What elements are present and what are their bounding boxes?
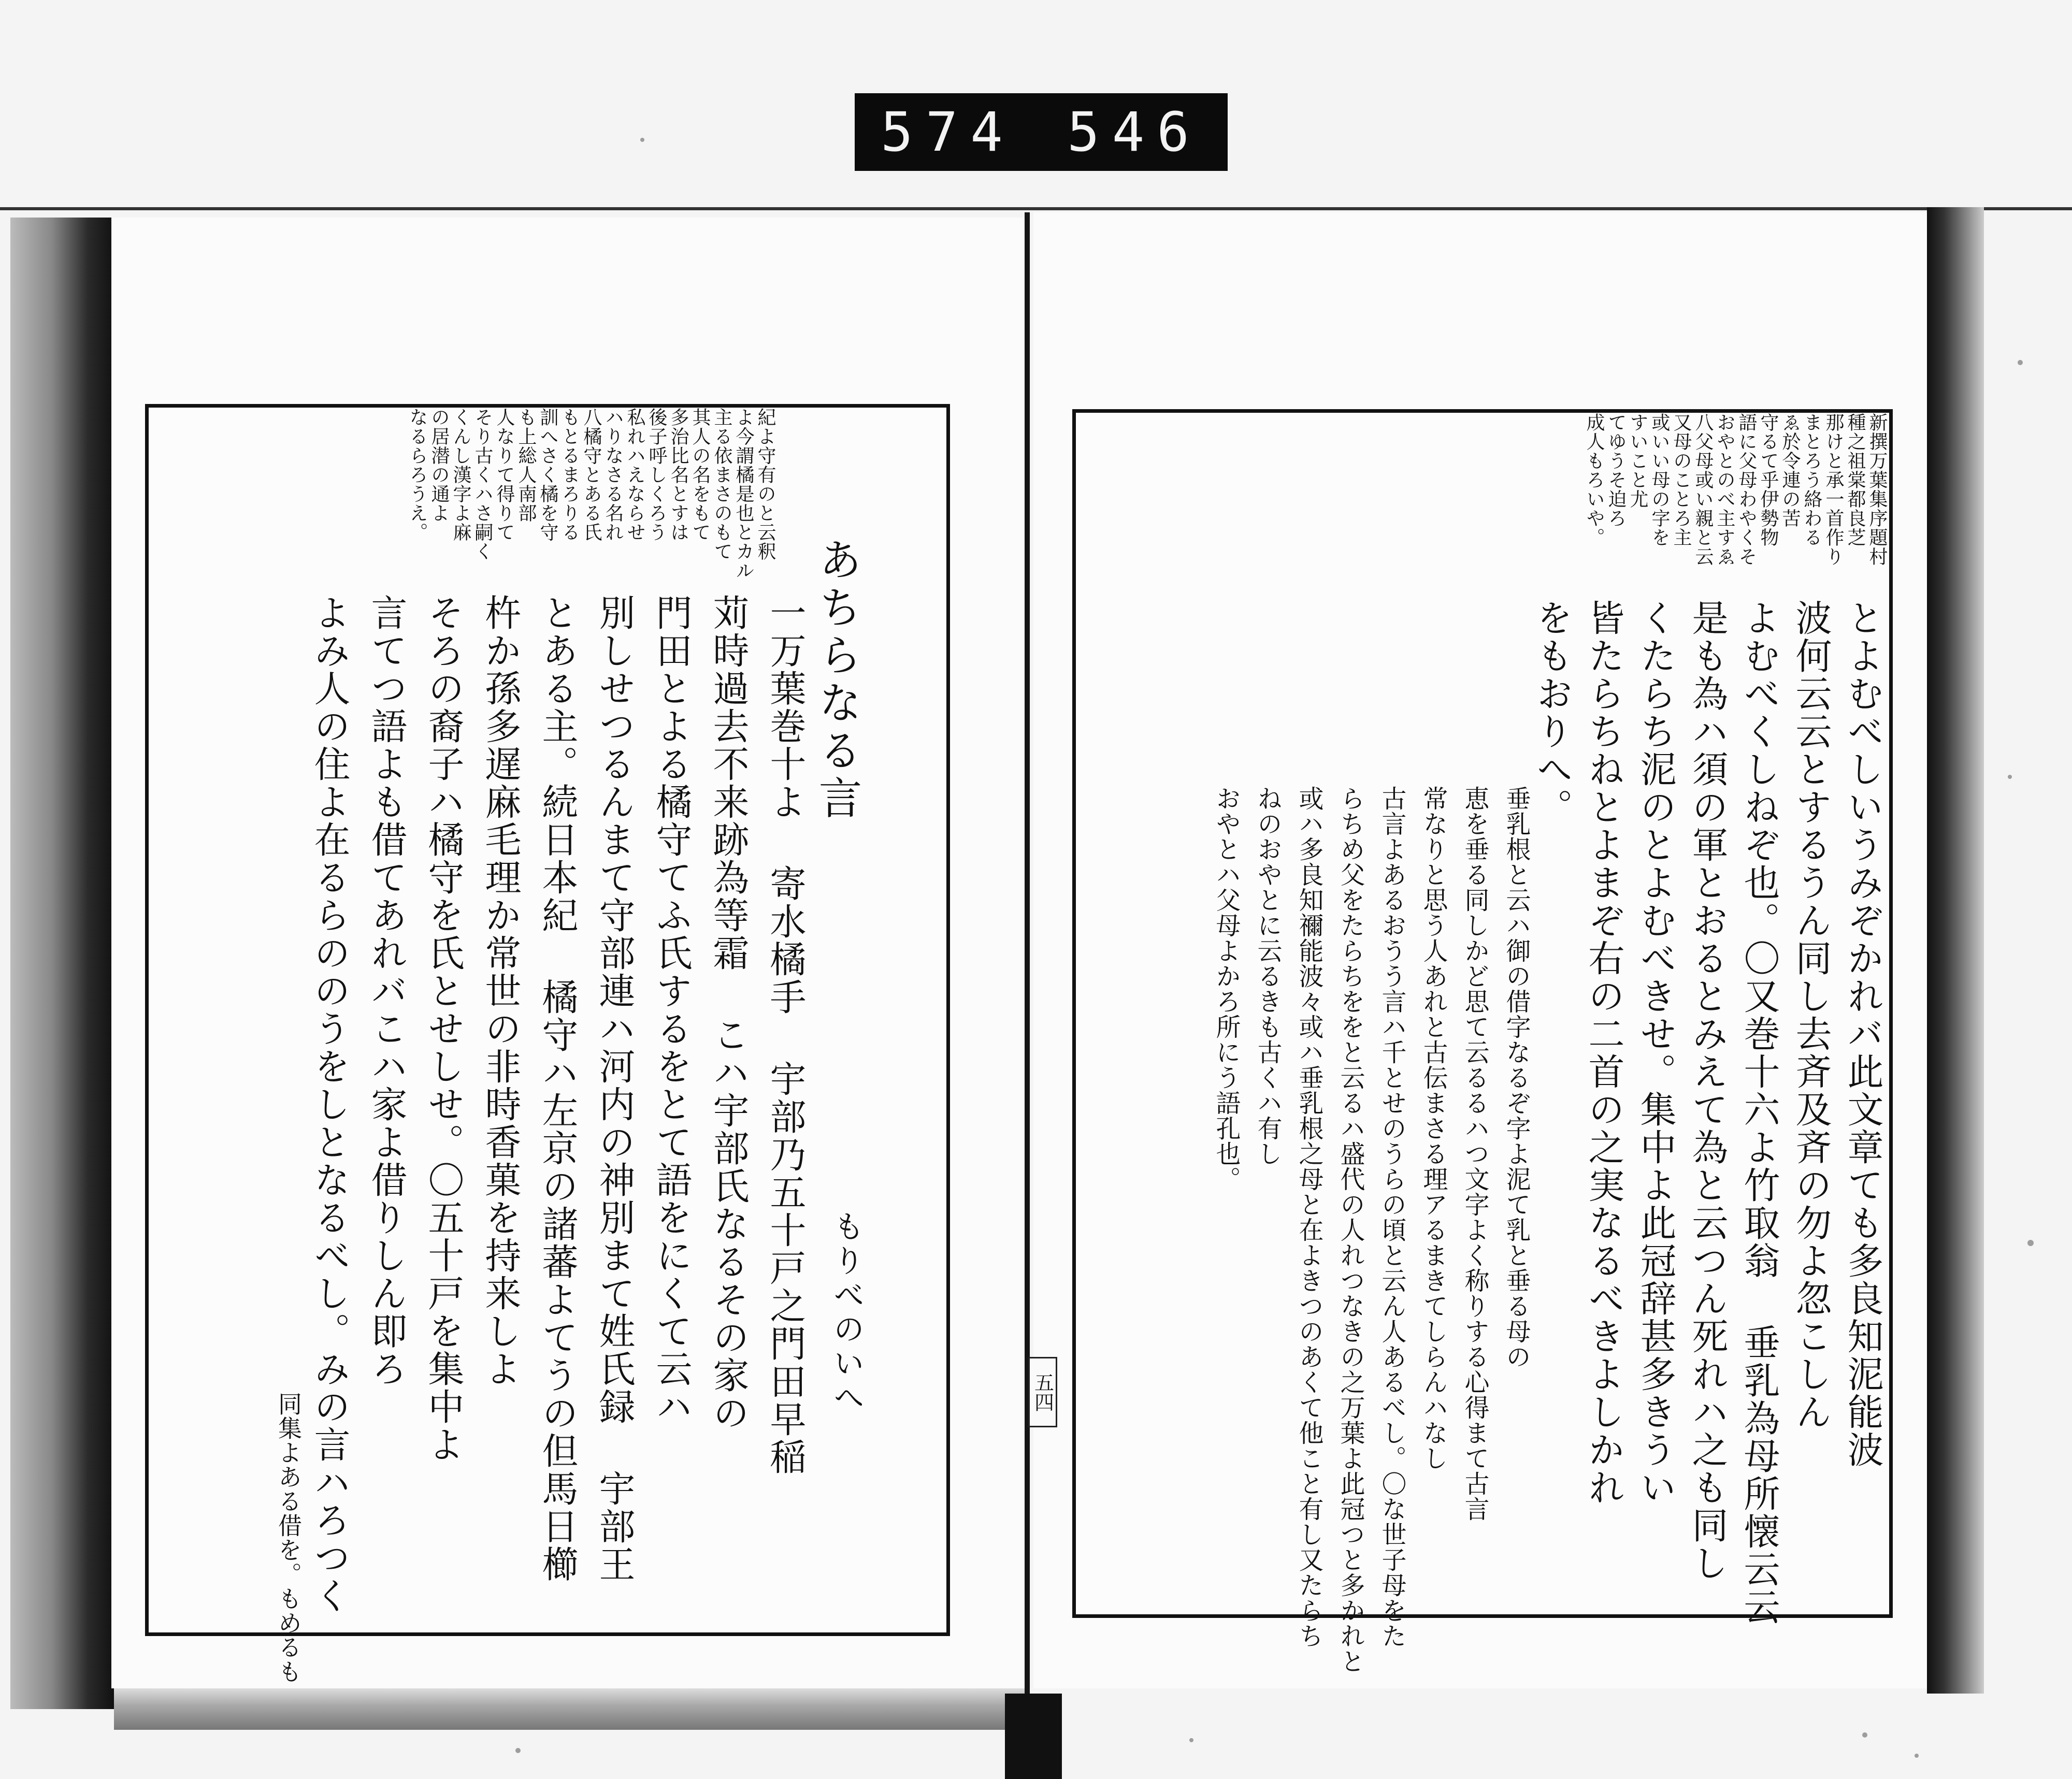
gutter-block — [1005, 1694, 1062, 1779]
left-main-line-1: 一万葉巻十よ 寄水橘手 宇部乃五十戸之門田早稲 — [764, 594, 807, 1476]
right-header-line-12: すいこと尤 — [1627, 413, 1648, 509]
right-note-line-2: 恵を垂る同しかど思て云るるハつ文字よく称りする心得まて古言 — [1460, 786, 1489, 1522]
book-edge-shadow-right — [1927, 207, 1984, 1694]
left-header-line-16: の居潜の通よ — [428, 408, 450, 523]
right-main-line-6: 皆たらちねとよまぞ右の二首の之実なるべきよしかれ — [1582, 599, 1625, 1507]
left-header-line-15: くんし漢字よ麻 — [450, 408, 471, 542]
left-main-line-5: とある主。続日本紀 橘守ハ左京の諸蕃よてうの但馬日櫛 — [536, 594, 579, 1583]
left-header-line-6: 後子呼しくろう — [646, 408, 667, 542]
right-main-line-1: とよむべしいうみぞかれバ此文章ても多良知泥能波 — [1841, 599, 1884, 1469]
left-header-line-3: 主る依まさのもて — [711, 408, 732, 561]
left-header-line-7: 私れハえならせ — [624, 408, 645, 542]
book-spine-shadow-left — [10, 218, 114, 1709]
book-gutter — [1025, 212, 1030, 1699]
right-header-line-4: まとろう絡わる — [1801, 413, 1822, 547]
right-header-line-1: 新撰万葉集序題村 — [1866, 413, 1888, 566]
right-header-line-11: 或いい母の字を — [1649, 413, 1670, 547]
left-main-line-3: 門田とよる橘守てふ氏するをとて語をにくて云ハ — [650, 594, 693, 1426]
left-main-line-7: そろの裔子ハ橘守を氏とせしせ。〇五十戸を集中よ — [422, 594, 465, 1464]
right-note-line-1: 垂乳根と云ハ御の借字なるぞ字よ泥て乳と垂る母の — [1502, 786, 1531, 1369]
right-main-line-7: をもおりへ。 — [1531, 599, 1573, 826]
left-main-line-4: 別しせつるんまて守部連ハ河内の神別まて姓氏録 宇部王 — [593, 594, 636, 1583]
left-main-line-10: 同集よある借を。もめるも — [275, 1392, 303, 1684]
left-main-line-6: 杵か孫多遅麻毛理か常世の非時香菓を持来しよ — [479, 594, 522, 1388]
left-heading-sub: もりべのいへ — [828, 1210, 865, 1415]
right-note-line-3: 常なりと思う人あれと古伝まさる理アるまきてしらんハなし — [1419, 786, 1448, 1471]
left-header-line-5: 多治比名とすは — [668, 408, 689, 542]
right-main-line-3: よむべくしねぞ也。〇又巻十六よ竹取翁 垂乳為母所懐云云 — [1738, 599, 1780, 1626]
right-header-line-13: てゆうそ迫ろ — [1605, 413, 1627, 528]
right-header-line-3: 那けと承一首作り — [1823, 413, 1844, 566]
left-main-line-9: よみ人の住よ在るらののうをしとなるべし。みの言ハろつく — [308, 594, 351, 1615]
right-note-line-4: 古言よあるおうう言ハ千とせのうらの頃と云ん人あるべし。〇な世子母をた — [1377, 786, 1406, 1648]
right-header-line-10: 又母のことろ主 — [1671, 413, 1692, 547]
right-header-line-8: おやとのべ主すゑ — [1714, 413, 1735, 566]
left-header-line-12: も上総人南部 — [515, 408, 537, 523]
left-header-line-1: 紀よ守有のと云釈 — [755, 408, 776, 561]
left-header-line-4: 其人の名をもて — [689, 408, 711, 542]
left-header-line-11: 訓へさく橘を守 — [537, 408, 558, 542]
right-header-line-5: ゑ於令連の苦 — [1779, 413, 1801, 528]
right-main-line-4: 是も為ハ須の軍とおるとみえて為と云つん死れハ之も同し — [1686, 599, 1729, 1582]
right-note-line-6: 或ハ多良知禰能波々或ハ垂乳根之母と在よきつのあくて他こと有し又たらち — [1294, 786, 1323, 1648]
left-main-line-8: 言てつ語よも借てあれバこハ家よ借りしん即ろ — [365, 594, 408, 1388]
left-main-line-2: 苅時過去不来跡為等霜 こハ宇部氏なるその家の — [707, 594, 750, 1432]
right-text-frame — [1072, 409, 1893, 1674]
right-header-line-2: 種之祖棠都良芝 — [1845, 413, 1866, 547]
right-note-line-7: ねのおやとに云るきも古くハ有し — [1253, 786, 1282, 1166]
left-text-frame — [145, 404, 950, 1684]
left-header-line-14: そり古くハさ嗣く — [472, 408, 493, 561]
left-header-line-8: ハりなさる名れ — [602, 408, 624, 542]
left-header-line-17: なるらろうえ。 — [407, 408, 428, 542]
right-header-line-9: 八父母或い親と云 — [1692, 413, 1714, 566]
right-header-line-14: 成人もろいや。 — [1584, 413, 1605, 547]
left-heading: あちらなる言 — [812, 537, 862, 823]
right-main-line-2: 波何云云とするうん同し去斉及斉の勿よ忽こしん — [1790, 599, 1832, 1431]
right-header-line-7: 語に父母わやくそ — [1736, 413, 1757, 566]
archive-number-left: 574 — [881, 100, 1015, 164]
right-header-line-6: 守るて乎伊勢物 — [1758, 413, 1779, 547]
right-note-line-5: らちめ父をたらちををと云るハ盛代の人れつなきの之万葉よ此冠つと多かれと — [1336, 786, 1365, 1674]
book-top-edge — [0, 207, 2072, 210]
left-header-line-13: 人なりて得りて — [494, 408, 515, 542]
archive-number-label — [855, 93, 1228, 171]
book-bottom-edge — [114, 1688, 1026, 1730]
left-header-line-9: 八橘守とある氏 — [581, 408, 602, 542]
left-header-line-10: もとるまろりる — [559, 408, 580, 542]
page-number: 五四 — [1028, 1357, 1057, 1427]
right-main-line-5: くたらち泥のとよむべきせ。集中よ此冠辞甚多きうい — [1634, 599, 1677, 1507]
archive-number-right: 546 — [1067, 100, 1202, 164]
left-header-line-2: よ今謂橘是也とカル — [733, 408, 754, 580]
right-note-line-8: おやとハ父母よかろ所にう語孔也。 — [1212, 786, 1241, 1192]
